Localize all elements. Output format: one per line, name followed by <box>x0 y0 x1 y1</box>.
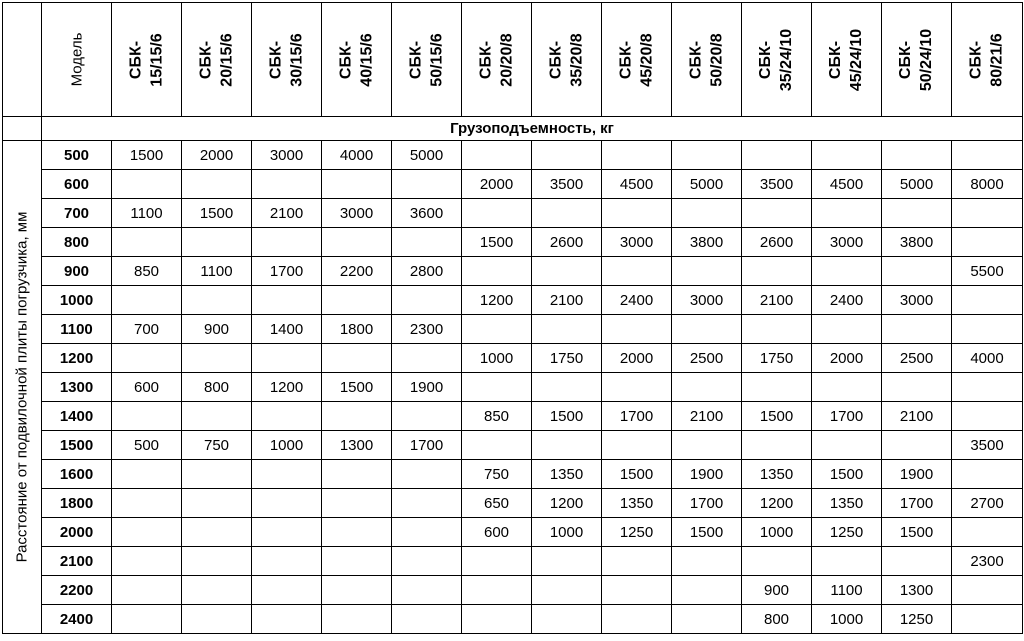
capacity-cell <box>812 547 882 576</box>
capacity-cell <box>462 605 532 634</box>
model-name: СБК- 15/15/6 <box>127 32 166 87</box>
capacity-cell: 2600 <box>742 228 812 257</box>
capacity-cell: 2500 <box>882 344 952 373</box>
capacity-cell: 750 <box>462 460 532 489</box>
capacity-cell: 2100 <box>252 199 322 228</box>
table-row <box>3 576 1023 605</box>
capacity-cell: 1200 <box>252 373 322 402</box>
distance-value: 1600 <box>42 460 112 489</box>
capacity-cell: 1700 <box>392 431 462 460</box>
capacity-cell <box>392 489 462 518</box>
capacity-cell <box>462 373 532 402</box>
capacity-cell <box>322 286 392 315</box>
distance-value: 2200 <box>42 576 112 605</box>
capacity-cell <box>602 431 672 460</box>
capacity-cell: 1500 <box>462 228 532 257</box>
capacity-cell <box>252 489 322 518</box>
capacity-cell: 1500 <box>812 460 882 489</box>
capacity-cell <box>672 576 742 605</box>
capacity-cell: 1000 <box>742 518 812 547</box>
model-header-13 <box>952 3 1023 117</box>
capacity-cell: 3800 <box>672 228 742 257</box>
model-name: СБК- 20/20/8 <box>477 32 516 87</box>
capacity-cell <box>532 576 602 605</box>
table-row <box>3 257 1023 286</box>
capacity-cell: 2000 <box>462 170 532 199</box>
capacity-cell: 1500 <box>742 402 812 431</box>
distance-value: 2400 <box>42 605 112 634</box>
capacity-cell: 2100 <box>532 286 602 315</box>
capacity-cell: 2300 <box>392 315 462 344</box>
distance-value: 1100 <box>42 315 112 344</box>
capacity-cell: 800 <box>182 373 252 402</box>
corner-cell-lower <box>3 117 42 141</box>
capacity-cell <box>812 431 882 460</box>
capacity-cell <box>812 199 882 228</box>
capacity-cell: 1500 <box>322 373 392 402</box>
table-row <box>3 518 1023 547</box>
capacity-cell: 1900 <box>392 373 462 402</box>
capacity-cell: 1000 <box>812 605 882 634</box>
capacity-cell <box>462 315 532 344</box>
capacity-cell <box>532 431 602 460</box>
capacity-cell <box>392 605 462 634</box>
table-row <box>3 286 1023 315</box>
capacity-cell: 1750 <box>742 344 812 373</box>
capacity-cell <box>252 344 322 373</box>
capacity-cell: 2500 <box>672 344 742 373</box>
capacity-cell: 1300 <box>882 576 952 605</box>
corner-cell <box>3 3 42 117</box>
capacity-cell: 1350 <box>602 489 672 518</box>
model-header-9 <box>672 3 742 117</box>
capacity-cell <box>112 460 182 489</box>
capacity-cell <box>882 257 952 286</box>
capacity-cell <box>112 402 182 431</box>
capacity-cell <box>322 489 392 518</box>
model-header-row <box>3 3 1023 117</box>
capacity-cell: 3000 <box>812 228 882 257</box>
model-header-5 <box>392 3 462 117</box>
capacity-cell: 600 <box>112 373 182 402</box>
capacity-cell <box>952 460 1023 489</box>
model-name: СБК- 50/20/8 <box>687 32 726 87</box>
capacity-cell <box>532 605 602 634</box>
capacity-cell: 1250 <box>812 518 882 547</box>
table-row <box>3 489 1023 518</box>
capacity-cell <box>392 402 462 431</box>
capacity-label: Грузоподъемность, кг <box>42 117 1023 141</box>
capacity-cell: 1800 <box>322 315 392 344</box>
capacity-cell: 1350 <box>742 460 812 489</box>
capacity-cell <box>182 344 252 373</box>
distance-value: 500 <box>42 141 112 170</box>
capacity-body <box>3 141 1023 634</box>
capacity-cell <box>672 315 742 344</box>
capacity-cell: 800 <box>742 605 812 634</box>
capacity-cell: 500 <box>112 431 182 460</box>
capacity-cell <box>882 315 952 344</box>
capacity-cell <box>392 518 462 547</box>
capacity-cell <box>182 605 252 634</box>
capacity-cell <box>672 373 742 402</box>
model-header-3 <box>252 3 322 117</box>
distance-value: 700 <box>42 199 112 228</box>
capacity-cell: 1700 <box>672 489 742 518</box>
capacity-cell <box>182 286 252 315</box>
capacity-cell: 1700 <box>812 402 882 431</box>
capacity-cell <box>672 199 742 228</box>
capacity-cell <box>882 373 952 402</box>
capacity-cell <box>322 576 392 605</box>
capacity-cell <box>952 286 1023 315</box>
capacity-cell <box>742 431 812 460</box>
capacity-row <box>3 117 1023 141</box>
distance-value: 2000 <box>42 518 112 547</box>
capacity-cell: 1900 <box>882 460 952 489</box>
table-row <box>3 460 1023 489</box>
capacity-cell: 5000 <box>392 141 462 170</box>
capacity-cell: 1350 <box>532 460 602 489</box>
capacity-cell: 1400 <box>252 315 322 344</box>
capacity-cell: 1100 <box>182 257 252 286</box>
distance-value: 1500 <box>42 431 112 460</box>
capacity-cell: 3000 <box>882 286 952 315</box>
capacity-cell <box>182 460 252 489</box>
model-header: Модель <box>68 32 85 87</box>
capacity-cell <box>322 547 392 576</box>
capacity-cell <box>112 605 182 634</box>
capacity-cell <box>952 315 1023 344</box>
capacity-cell: 1700 <box>252 257 322 286</box>
capacity-cell: 1250 <box>882 605 952 634</box>
table-row <box>3 547 1023 576</box>
capacity-cell: 1250 <box>602 518 672 547</box>
capacity-cell <box>322 228 392 257</box>
distance-value: 1800 <box>42 489 112 518</box>
capacity-cell <box>672 605 742 634</box>
capacity-cell: 3600 <box>392 199 462 228</box>
capacity-cell <box>252 228 322 257</box>
capacity-cell: 1000 <box>252 431 322 460</box>
capacity-cell <box>672 141 742 170</box>
capacity-cell <box>742 315 812 344</box>
capacity-cell <box>602 257 672 286</box>
capacity-cell <box>952 228 1023 257</box>
model-header-2 <box>182 3 252 117</box>
capacity-cell <box>602 199 672 228</box>
table-row <box>3 170 1023 199</box>
capacity-cell: 4000 <box>952 344 1023 373</box>
capacity-cell <box>532 199 602 228</box>
capacity-cell <box>112 489 182 518</box>
capacity-cell: 5500 <box>952 257 1023 286</box>
capacity-cell <box>182 489 252 518</box>
capacity-cell: 3800 <box>882 228 952 257</box>
capacity-cell <box>252 402 322 431</box>
capacity-cell: 900 <box>742 576 812 605</box>
capacity-cell: 5000 <box>882 170 952 199</box>
capacity-cell: 2000 <box>812 344 882 373</box>
capacity-cell <box>252 547 322 576</box>
capacity-cell <box>952 199 1023 228</box>
capacity-cell <box>252 286 322 315</box>
capacity-cell: 650 <box>462 489 532 518</box>
capacity-cell <box>742 547 812 576</box>
capacity-cell: 1700 <box>882 489 952 518</box>
capacity-cell <box>602 576 672 605</box>
capacity-cell <box>952 576 1023 605</box>
capacity-cell <box>322 605 392 634</box>
distance-axis-text: Расстояние от подвилочной плиты погрузчика, мм <box>13 211 31 563</box>
capacity-cell: 1200 <box>532 489 602 518</box>
capacity-cell <box>952 141 1023 170</box>
capacity-cell <box>742 373 812 402</box>
capacity-cell: 2000 <box>602 344 672 373</box>
capacity-cell: 600 <box>462 518 532 547</box>
model-header-1 <box>112 3 182 117</box>
table-row <box>3 373 1023 402</box>
capacity-cell <box>672 431 742 460</box>
model-name: СБК- 35/24/10 <box>757 28 796 91</box>
table-row <box>3 199 1023 228</box>
capacity-cell <box>392 576 462 605</box>
model-name: СБК- 45/20/8 <box>617 32 656 87</box>
capacity-cell <box>322 170 392 199</box>
capacity-cell: 4500 <box>602 170 672 199</box>
capacity-cell: 900 <box>182 315 252 344</box>
capacity-cell <box>392 228 462 257</box>
capacity-cell <box>882 431 952 460</box>
capacity-cell: 2400 <box>812 286 882 315</box>
capacity-cell: 1500 <box>672 518 742 547</box>
table-row <box>3 315 1023 344</box>
capacity-cell <box>812 315 882 344</box>
capacity-cell <box>252 576 322 605</box>
capacity-cell <box>112 344 182 373</box>
table-row <box>3 605 1023 634</box>
capacity-cell: 1100 <box>112 199 182 228</box>
capacity-cell <box>952 518 1023 547</box>
table-row <box>3 141 1023 170</box>
capacity-cell <box>392 547 462 576</box>
model-header-4 <box>322 3 392 117</box>
capacity-cell <box>532 141 602 170</box>
capacity-cell: 3000 <box>672 286 742 315</box>
capacity-cell <box>532 373 602 402</box>
capacity-cell <box>322 402 392 431</box>
model-header-6 <box>462 3 532 117</box>
capacity-cell <box>882 141 952 170</box>
capacity-cell: 1350 <box>812 489 882 518</box>
capacity-cell: 1000 <box>532 518 602 547</box>
capacity-cell: 3500 <box>952 431 1023 460</box>
table-row <box>3 344 1023 373</box>
capacity-cell <box>182 547 252 576</box>
capacity-cell: 4000 <box>322 141 392 170</box>
distance-value: 600 <box>42 170 112 199</box>
capacity-cell: 1500 <box>112 141 182 170</box>
table-row <box>3 402 1023 431</box>
distance-axis-label <box>3 141 42 634</box>
capacity-cell <box>392 286 462 315</box>
capacity-cell <box>742 257 812 286</box>
capacity-cell: 1500 <box>532 402 602 431</box>
capacity-cell <box>672 257 742 286</box>
capacity-cell: 2600 <box>532 228 602 257</box>
capacity-cell <box>112 228 182 257</box>
capacity-cell <box>602 547 672 576</box>
model-name: СБК- 20/15/6 <box>197 32 236 87</box>
capacity-cell <box>392 344 462 373</box>
capacity-cell <box>182 576 252 605</box>
capacity-cell <box>532 315 602 344</box>
model-header-8 <box>602 3 672 117</box>
capacity-cell: 850 <box>112 257 182 286</box>
model-header-10 <box>742 3 812 117</box>
model-name: СБК- 50/15/6 <box>407 32 446 87</box>
distance-value: 1000 <box>42 286 112 315</box>
capacity-cell <box>952 402 1023 431</box>
capacity-cell: 4500 <box>812 170 882 199</box>
capacity-cell <box>672 547 742 576</box>
capacity-cell <box>112 286 182 315</box>
capacity-cell <box>742 141 812 170</box>
capacity-cell <box>812 257 882 286</box>
capacity-cell: 850 <box>462 402 532 431</box>
capacity-cell: 2100 <box>742 286 812 315</box>
capacity-cell <box>742 199 812 228</box>
capacity-cell <box>252 170 322 199</box>
capacity-cell <box>812 141 882 170</box>
capacity-cell <box>602 373 672 402</box>
capacity-cell <box>182 170 252 199</box>
capacity-cell: 1900 <box>672 460 742 489</box>
capacity-cell <box>182 402 252 431</box>
distance-value: 2100 <box>42 547 112 576</box>
capacity-cell <box>182 518 252 547</box>
capacity-cell <box>322 518 392 547</box>
model-name: СБК- 45/24/10 <box>827 28 866 91</box>
capacity-cell <box>532 547 602 576</box>
capacity-cell: 3000 <box>252 141 322 170</box>
capacity-cell <box>322 344 392 373</box>
capacity-cell <box>112 576 182 605</box>
capacity-cell: 1300 <box>322 431 392 460</box>
capacity-cell: 2300 <box>952 547 1023 576</box>
distance-value: 1200 <box>42 344 112 373</box>
capacity-cell: 3000 <box>322 199 392 228</box>
capacity-cell <box>252 518 322 547</box>
capacity-cell: 2000 <box>182 141 252 170</box>
capacity-cell <box>112 547 182 576</box>
table-row <box>3 228 1023 257</box>
capacity-cell: 5000 <box>672 170 742 199</box>
capacity-cell <box>952 605 1023 634</box>
distance-value: 800 <box>42 228 112 257</box>
model-header-7 <box>532 3 602 117</box>
model-name: СБК- 50/24/10 <box>897 28 936 91</box>
capacity-cell <box>532 257 602 286</box>
capacity-table <box>2 2 1023 634</box>
capacity-cell: 700 <box>112 315 182 344</box>
capacity-cell <box>952 373 1023 402</box>
capacity-cell: 750 <box>182 431 252 460</box>
capacity-cell: 3500 <box>532 170 602 199</box>
capacity-cell: 1000 <box>462 344 532 373</box>
capacity-cell <box>392 460 462 489</box>
distance-value: 900 <box>42 257 112 286</box>
capacity-cell <box>602 605 672 634</box>
capacity-cell: 1500 <box>602 460 672 489</box>
capacity-cell: 3000 <box>602 228 672 257</box>
capacity-cell <box>812 373 882 402</box>
capacity-cell: 1500 <box>882 518 952 547</box>
model-name: СБК- 40/15/6 <box>337 32 376 87</box>
model-header-cell <box>42 3 112 117</box>
capacity-cell <box>252 460 322 489</box>
capacity-cell <box>462 257 532 286</box>
capacity-cell: 2100 <box>672 402 742 431</box>
capacity-cell: 2700 <box>952 489 1023 518</box>
model-name: СБК- 80/21/6 <box>967 32 1006 87</box>
capacity-cell <box>322 460 392 489</box>
capacity-cell: 8000 <box>952 170 1023 199</box>
capacity-cell <box>112 518 182 547</box>
capacity-cell <box>392 170 462 199</box>
capacity-cell: 1200 <box>462 286 532 315</box>
capacity-cell <box>252 605 322 634</box>
capacity-cell <box>462 576 532 605</box>
capacity-cell <box>882 199 952 228</box>
model-name: СБК- 35/20/8 <box>547 32 586 87</box>
capacity-cell: 2800 <box>392 257 462 286</box>
capacity-cell: 1700 <box>602 402 672 431</box>
capacity-cell: 3500 <box>742 170 812 199</box>
capacity-cell: 1100 <box>812 576 882 605</box>
capacity-cell: 1500 <box>182 199 252 228</box>
capacity-cell: 2200 <box>322 257 392 286</box>
capacity-cell <box>882 547 952 576</box>
model-header-12 <box>882 3 952 117</box>
model-header-11 <box>812 3 882 117</box>
capacity-cell: 1750 <box>532 344 602 373</box>
capacity-cell <box>462 141 532 170</box>
distance-value: 1300 <box>42 373 112 402</box>
capacity-cell: 1200 <box>742 489 812 518</box>
distance-value: 1400 <box>42 402 112 431</box>
capacity-cell <box>112 170 182 199</box>
capacity-cell: 2400 <box>602 286 672 315</box>
capacity-cell <box>182 228 252 257</box>
table-row <box>3 431 1023 460</box>
capacity-cell <box>462 199 532 228</box>
capacity-cell: 2100 <box>882 402 952 431</box>
capacity-cell <box>462 547 532 576</box>
capacity-cell <box>602 141 672 170</box>
model-name: СБК- 30/15/6 <box>267 32 306 87</box>
capacity-cell <box>602 315 672 344</box>
capacity-cell <box>462 431 532 460</box>
